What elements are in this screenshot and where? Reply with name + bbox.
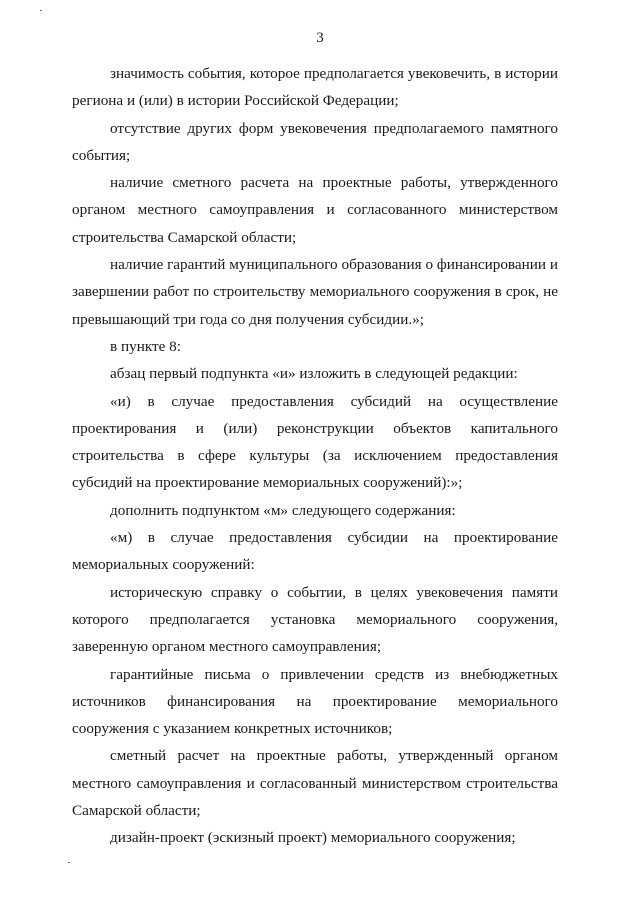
paragraph-historical-reference: историческую справку о событии, в целях увековечения памяти которого предполагается установка мемориального сооружения, заверенную органом местного самоуправления;	[72, 583, 558, 656]
scan-speck-top-left	[40, 10, 42, 11]
scan-speck-bottom-left	[68, 862, 70, 863]
page-number: 3	[316, 30, 324, 46]
paragraph-significance: значимость события, которое предполагается увековечить, в истории региона и (или) в истории Российской Федерации;	[72, 65, 558, 110]
paragraph-design-project: дизайн-проект (эскизный проект) мемориального сооружения;	[110, 829, 516, 847]
paragraph-subpoint-i: «и) в случае предоставления субсидий на осуществление проектирования и (или) реконструкции объектов капитального строительства в сфере культуры (за исключением предоставления субсидий на проектирование мемориальных сооружений):»;	[72, 392, 558, 492]
paragraph-subpoint-m: «м) в случае предоставления субсидии на проектирование мемориальных сооружений:	[72, 529, 558, 574]
document-body	[72, 60, 558, 852]
paragraph-subpoint-i-intro: абзац первый подпункта «и» изложить в следующей редакции:	[110, 365, 518, 383]
paragraph-subpoint-m-intro: дополнить подпунктом «м» следующего содержания:	[110, 501, 456, 519]
paragraph-estimate: наличие сметного расчета на проектные работы, утвержденного органом местного самоуправления и согласованного министерством строительства Самарской области;	[72, 174, 558, 246]
paragraph-guarantee-letters: гарантийные письма о привлечении средств из внебюджетных источников финансирования на проектирование мемориального сооружения с указанием конкретных источников;	[72, 665, 558, 738]
paragraph-no-other-forms: отсутствие других форм увековечения предполагаемого памятного события;	[72, 119, 558, 164]
paragraph-point-8: в пункте 8:	[110, 337, 181, 355]
paragraph-estimate-calculation: сметный расчет на проектные работы, утвержденный органом местного самоуправления и согласованный министерством строительства Самарской области;	[72, 747, 558, 820]
paragraph-guarantees: наличие гарантий муниципального образования о финансировании и завершении работ по строительству мемориального сооружения в срок, не превышающий три года со дня получения субсидии.»;	[72, 256, 558, 328]
